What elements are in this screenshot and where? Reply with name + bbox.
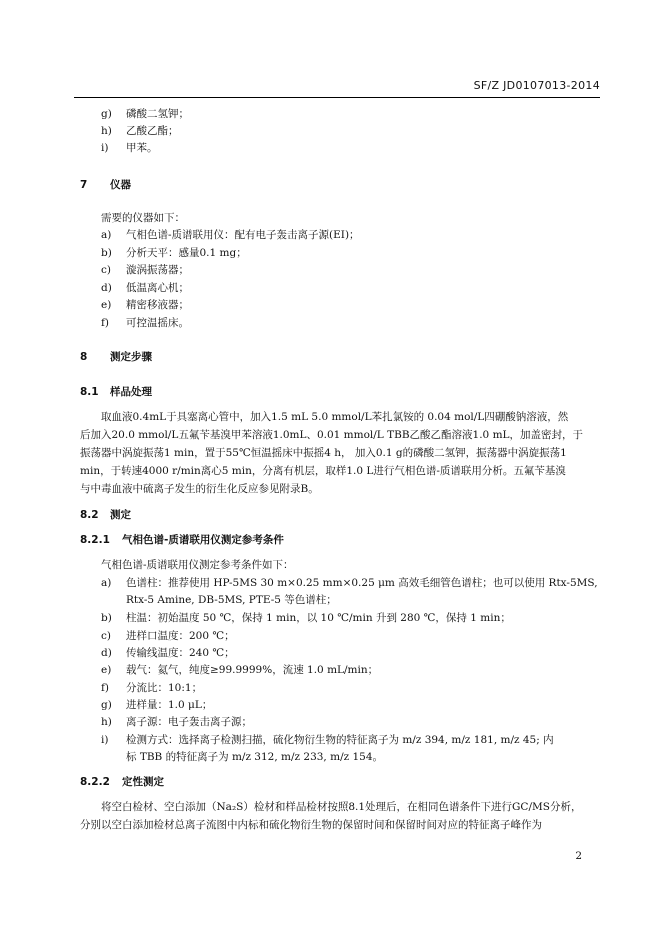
list-item: g) 进样量：1.0 μL； [101, 699, 213, 711]
list-item: h) 乙酸乙酯； [101, 125, 179, 137]
list-item: b) 分析天平：感量0.1 mg； [101, 247, 247, 259]
list-item: b) 柱温：初始温度 50 ℃，保持 1 min，以 10 ℃/min 升到 280 ℃，保持 1 min； [101, 612, 511, 624]
paragraph-line: 后加入20.0 mmol/L五氟苄基溴甲苯溶液1.0mL、0.01 mmol/L TBB乙酸乙酯溶液1.0 mL，加盖密封，于 [80, 429, 584, 441]
section-heading-8-2-2: 8.2.2 定性测定 [80, 776, 164, 788]
paragraph-line: 振荡器中涡旋振荡1 min，置于55℃恒温摇床中振摇4 h， 加入0.1 g的磷酸二氢钾，振荡器中涡旋振荡1 [80, 447, 567, 459]
list-item: f) 分流比：10:1； [101, 682, 203, 694]
paragraph-line: 分别以空白添加检材总离子流图中内标和硫化物衍生物的保留时间和保留时间对应的特征离子峰作为 [80, 819, 542, 831]
list-item: a) 气相色谱-质谱联用仪：配有电子轰击离子源(EI)； [101, 229, 360, 241]
list-item: g) 磷酸二氢钾； [101, 108, 189, 120]
list-item: c) 进样口温度：200 ℃； [101, 630, 235, 642]
header-rule [74, 97, 600, 98]
section-heading-8-1: 8.1 样品处理 [80, 386, 152, 398]
list-item: i) 检测方式：选择离子检测扫描，硫化物衍生物的特征离子为 m/z 394, m/z 181, m/z 45; 内 [101, 734, 554, 746]
paragraph-line: 将空白检材、空白添加（Na₂S）检材和样品检材按照8.1处理后，在相同色谱条件下进行GC/MS分析， [101, 801, 582, 813]
list-item: i) 甲苯。 [101, 142, 158, 154]
list-item: h) 离子源：电子轰击离子源； [101, 716, 252, 728]
list-item: e) 精密移液器； [101, 299, 189, 311]
paragraph-line: 与中毒血液中硫离子发生的衍生化反应参见附录B。 [80, 483, 319, 495]
list-item: a) 色谱柱：推荐使用 HP-5MS 30 m×0.25 mm×0.25 μm 高效毛细管色谱柱；也可以使用 Rtx-5MS, [101, 577, 598, 589]
paragraph-line: min，于转速4000 r/min离心5 min，分离有机层，取样1.0 L进行气相色谱-质谱联用分析。五氟苄基溴 [80, 465, 566, 477]
section-heading-7: 7 仪器 [80, 179, 131, 191]
section-heading-8-2: 8.2 测定 [80, 509, 131, 521]
document-id: SF/Z JD0107013-2014 [473, 79, 600, 92]
section-heading-8: 8 测定步骤 [80, 351, 152, 363]
list-item: d) 低温离心机； [101, 282, 189, 294]
paragraph-line: 取血液0.4mL于具塞离心管中，加入1.5 mL 5.0 mmol/L苯扎氯铵的 0.04 mol/L四硼酸钠溶液，然 [101, 411, 569, 423]
section-intro: 气相色谱-质谱联用仪测定参考条件如下： [101, 559, 294, 571]
section-heading-8-2-1: 8.2.1 气相色谱-质谱联用仪测定参考条件 [80, 534, 284, 546]
list-item: c) 漩涡振荡器； [101, 264, 189, 276]
list-item-continuation: Rtx-5 Amine, DB-5MS, PTE-5 等色谱柱； [126, 594, 337, 606]
list-item: f) 可控温摇床。 [101, 317, 189, 329]
section-intro: 需要的仪器如下： [101, 212, 185, 224]
list-item: d) 传输线温度：240 ℃； [101, 647, 235, 659]
list-item-continuation: 标 TBB 的特征离子为 m/z 312, m/z 233, m/z 154。 [126, 751, 384, 763]
page-number: 2 [575, 850, 582, 862]
list-item: e) 载气：氦气，纯度≥99.9999%，流速 1.0 mL/min； [101, 664, 379, 676]
